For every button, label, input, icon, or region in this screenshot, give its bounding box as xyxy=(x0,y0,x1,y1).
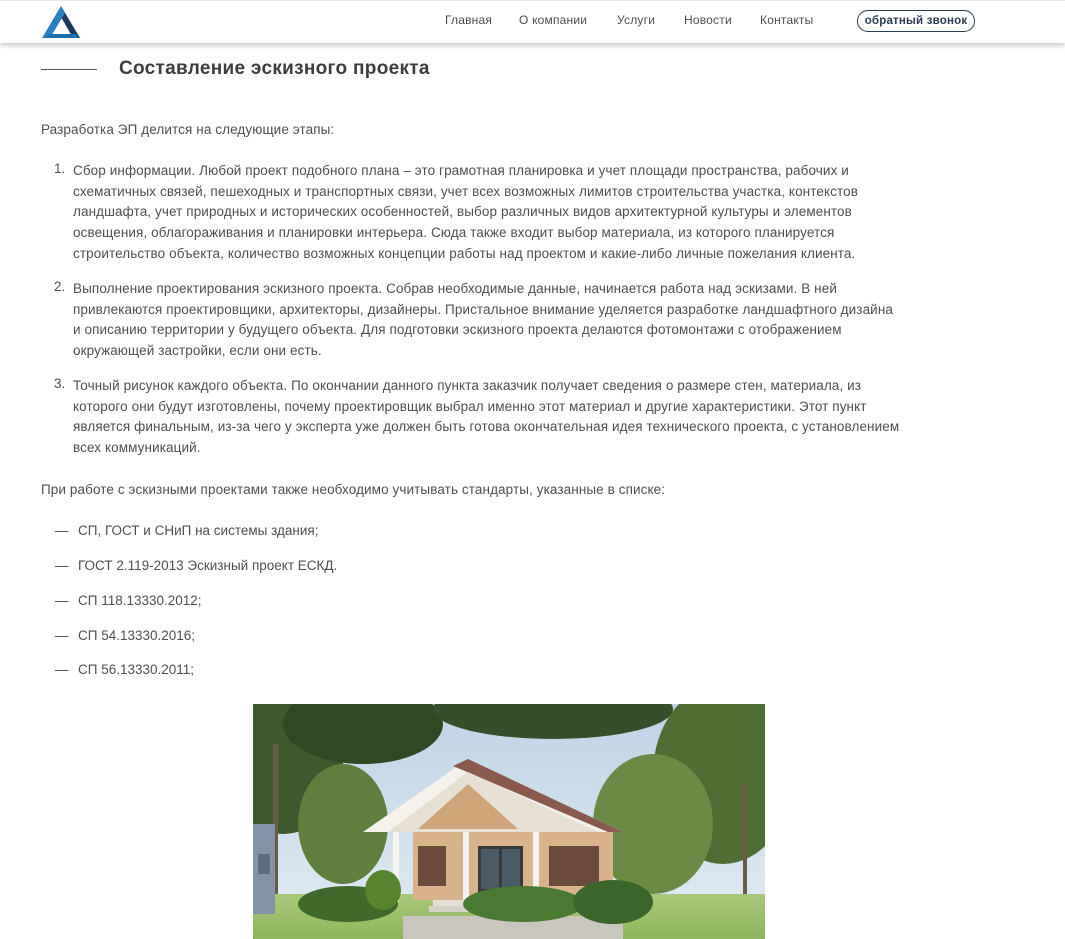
title-decor-line xyxy=(41,69,97,70)
house-illustration xyxy=(253,704,765,939)
nav-contacts[interactable]: Контакты xyxy=(760,13,814,27)
dash-bullet: — xyxy=(55,558,69,573)
callback-button[interactable]: обратный звонок xyxy=(857,10,975,32)
step-line: Выполнение проектирования эскизного проекта. Собрав необходимые данные, начинается работа над эскизами. В ней xyxy=(73,281,837,296)
step-line: ландшафта, учет природных и исторических особенностей, выбор различных видов архитектурной культуры и элементов xyxy=(73,204,852,220)
nav-news[interactable]: Новости xyxy=(684,13,732,27)
standard-text: СП 118.13330.2012; xyxy=(78,593,202,608)
standard-item xyxy=(55,558,337,573)
step-number: 1. xyxy=(54,161,66,176)
step-text xyxy=(73,376,983,459)
nav-about[interactable]: О компании xyxy=(519,13,588,27)
page-title: Составление эскизного проекта xyxy=(119,58,430,79)
standard-text: СП, ГОСТ и СНиП на системы здания; xyxy=(78,523,319,538)
step-line: Сбор информации. Любой проект подобного плана – это грамотная планировка и учет площади пространства, рабочих и xyxy=(73,163,849,178)
step-line: всех коммуникаций. xyxy=(73,440,201,456)
step-line: схематичных связей, пешеходных и транспортных связи, учет всех возможных лимитов строительства участка, контекстов xyxy=(73,183,858,199)
standard-item xyxy=(55,523,318,538)
house-render-image xyxy=(253,704,765,939)
step-number: 3. xyxy=(54,376,66,391)
standard-item xyxy=(55,662,194,677)
dash-bullet: — xyxy=(55,593,69,608)
site-header xyxy=(0,0,1065,43)
step-text xyxy=(73,279,983,362)
step-line: окружающей застройки, если они есть. xyxy=(73,343,322,359)
standard-text: СП 54.13330.2016; xyxy=(78,628,196,643)
standard-text: ГОСТ 2.119-2013 Эскизный проект ЕСКД. xyxy=(78,558,338,573)
step-line: освещения, облагораживания и планировки интерьера. Сюда также входит выбор материала, из которого планируется xyxy=(73,225,835,241)
step-number: 2. xyxy=(54,279,66,294)
step-line: является финальным, из-за чего у эксперта уже должен быть готова окончательная идея технического проекта, с установлением xyxy=(73,419,900,435)
nav-services[interactable]: Услуги xyxy=(617,13,656,27)
intro-paragraph: Разработка ЭП делится на следующие этапы: xyxy=(41,122,335,137)
standard-text: СП 56.13330.2011; xyxy=(78,662,195,677)
step-line: Точный рисунок каждого объекта. По окончании данного пункта заказчик получает сведения о размере стен, материала, из xyxy=(73,378,862,393)
dash-bullet: — xyxy=(55,523,69,538)
step-text xyxy=(73,161,983,265)
standard-item xyxy=(55,628,195,643)
standard-item xyxy=(55,593,202,608)
nav-home[interactable]: Главная xyxy=(445,13,493,27)
step-line: строительство объекта, количество возможных концепции работы над проектом и какие-либо личные пожелания клиента. xyxy=(73,245,856,261)
step-line: которого они будут изготовлены, почему проектировщик выбрал именно этот материал и другие характеристики. Этот пункт xyxy=(73,398,867,414)
dash-bullet: — xyxy=(55,628,69,643)
dash-bullet: — xyxy=(55,662,69,677)
step-line: и описанию территории у будущего объекта. Для подготовки эскизного проекта делаются фотомонтажи с отображением xyxy=(73,322,842,338)
standards-intro: При работе с эскизными проектами также необходимо учитывать стандарты, указанные в списке: xyxy=(41,482,666,497)
step-line: привлекаются проектировщики, архитекторы, дизайнеры. Пристальное внимание уделяется разработке ландшафтного дизайна xyxy=(73,301,893,317)
